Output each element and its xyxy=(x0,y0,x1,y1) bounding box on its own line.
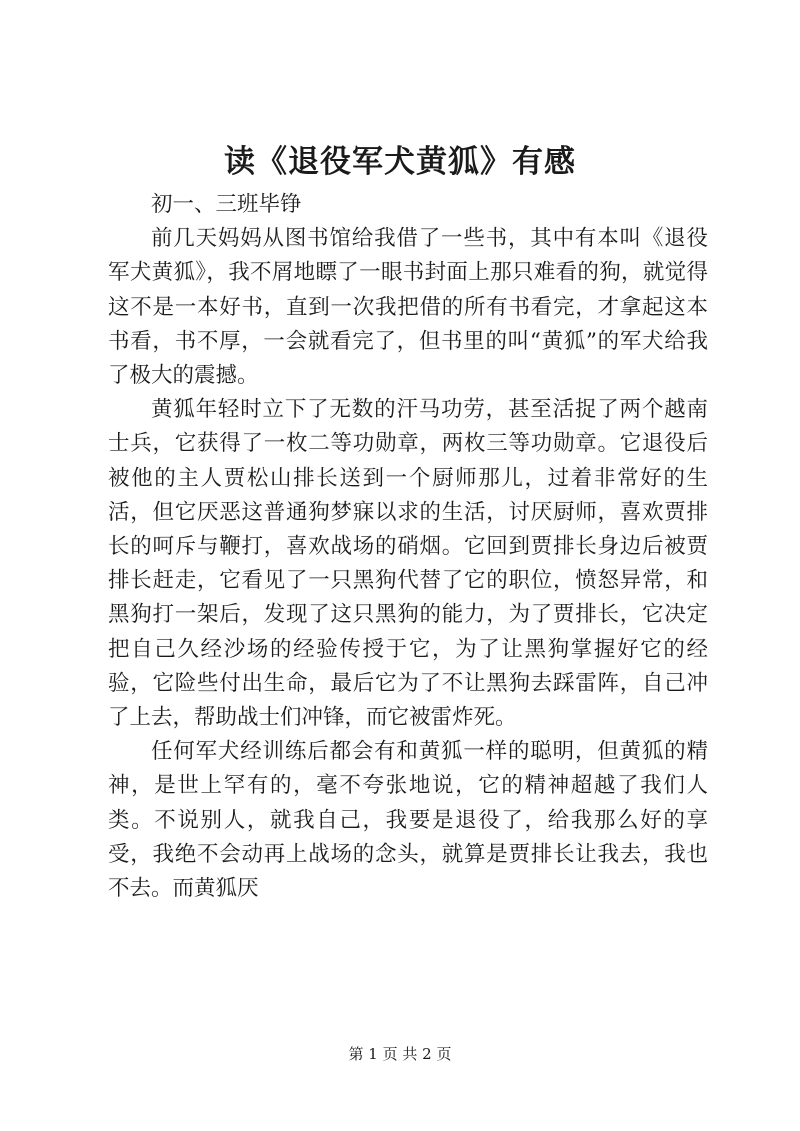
paragraph-3: 任何军犬经训练后都会有和黄狐一样的聪明，但黄狐的精神，是世上罕有的，毫不夸张地说，它的精神超越了我们人类。不说别人，就我自己，我要是退役了，给我那么好的享受，我绝不会动再上战场的念头，就算是贾排长让我去，我也不去。而黄狐厌 xyxy=(108,739,708,902)
author-line: 初一、三班毕铮 xyxy=(151,192,302,217)
document-body xyxy=(108,188,708,906)
paragraph-1: 前几天妈妈从图书馆给我借了一些书，其中有本叫《退役军犬黄狐》，我不屑地瞟了一眼书封面上那只难看的狗，就觉得这不是一本好书，直到一次我把借的所有书看完，才拿起这本书看，书不厚，一会就看完了，但书里的叫“黄狐”的军犬给我了极大的震撼。 xyxy=(108,226,708,389)
page-number-footer: 第 1 页 共 2 页 xyxy=(348,1045,452,1063)
document-title: 读《退役军犬黄狐》有感 xyxy=(224,144,576,180)
paragraph-2: 黄狐年轻时立下了无数的汗马功劳，甚至活捉了两个越南士兵，它获得了一枚二等功勋章，两枚三等功勋章。它退役后被他的主人贾松山排长送到一个厨师那儿，过着非常好的生活，但它厌恶这普通狗梦寐以求的生活，讨厌厨师，喜欢贾排长的呵斥与鞭打，喜欢战场的硝烟。它回到贾排长身边后被贾排长赶走，它看见了一只黑狗代替了它的职位，愤怒异常，和黑狗打一架后，发现了这只黑狗的能力，为了贾排长，它决定把自己久经沙场的经验传授于它，为了让黑狗掌握好它的经验，它险些付出生命，最后它为了不让黑狗去踩雷阵，自己冲了上去，帮助战士们冲锋，而它被雷炸死。 xyxy=(108,397,708,731)
